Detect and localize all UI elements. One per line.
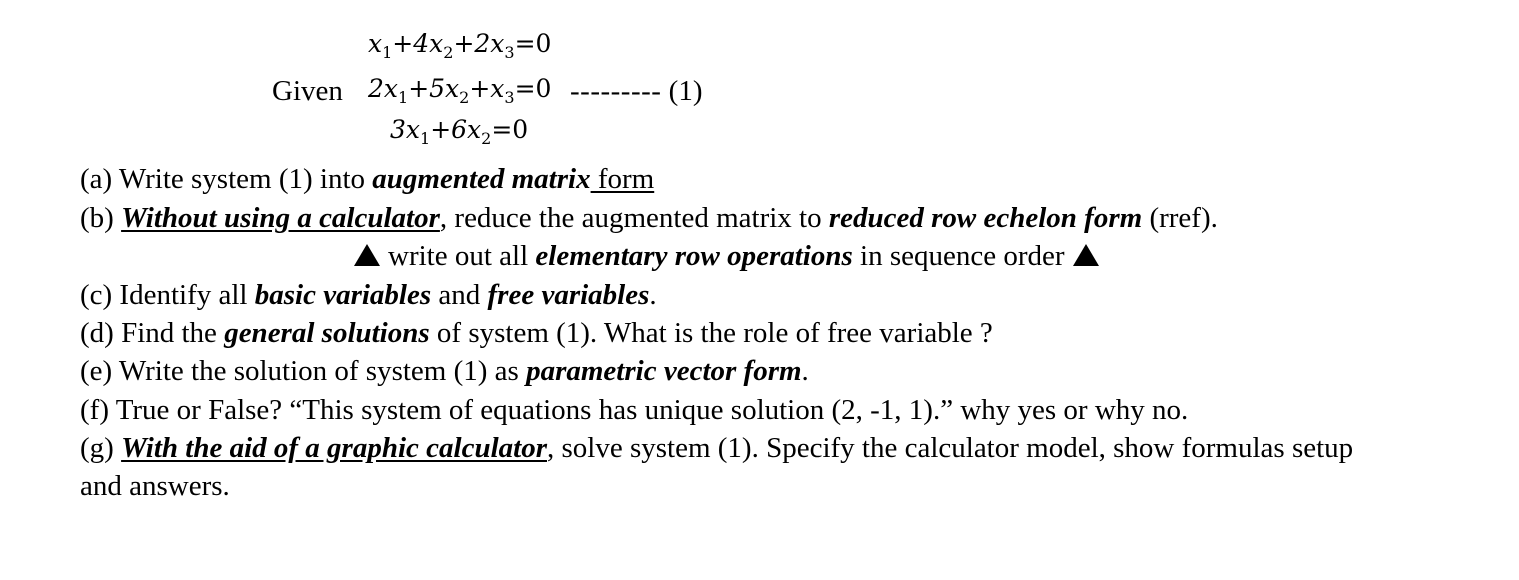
question-g <box>80 430 1353 466</box>
eq1-term1: x <box>368 29 383 58</box>
question-d <box>80 315 993 351</box>
question-a <box>80 161 654 197</box>
qb-text2: , reduce the augmented matrix to <box>439 202 829 234</box>
triangle-icon <box>354 244 380 266</box>
qc-emphasis2: free variables <box>487 279 650 311</box>
eq3-rhs: =0 <box>491 115 529 144</box>
qe-text2: . <box>801 355 809 387</box>
eq2-term3: +x <box>469 74 505 103</box>
eq3-term2: +6x <box>430 115 482 144</box>
qe-text1: (e) Write the solution of system (1) as <box>80 355 527 387</box>
qb-emphasis: reduced row echelon form <box>828 202 1143 234</box>
qb-text1: (b) <box>80 202 122 234</box>
eq1-sub3: 3 <box>504 43 515 62</box>
note-text2: in sequence order <box>852 240 1065 272</box>
question-e <box>80 353 809 389</box>
eq1-term2: +4x <box>392 29 444 58</box>
eq2-sub2: 2 <box>459 88 470 107</box>
question-f <box>80 392 1188 428</box>
qa-text2: form <box>590 163 655 195</box>
qg-emphasis-underlined: With the aid of a graphic calculator <box>121 432 547 464</box>
eq3-term1: 3x <box>390 115 421 144</box>
dash-leader: --------- <box>570 75 662 107</box>
given-label: Given <box>272 75 343 107</box>
row-operations-note <box>354 238 1099 274</box>
qc-text2: and <box>431 279 488 311</box>
qd-text2: of system (1). What is the role of free variable ? <box>429 317 993 349</box>
qc-text1: (c) Identify all <box>80 279 255 311</box>
question-b <box>80 200 1218 236</box>
eq3-sub1: 1 <box>420 129 431 148</box>
eq2-term2: +5x <box>408 74 460 103</box>
equation-3 <box>390 113 528 147</box>
triangle-icon <box>1073 244 1099 266</box>
eq2-sub3: 3 <box>504 88 515 107</box>
question-g-continued <box>80 468 230 504</box>
note-emphasis: elementary row operations <box>535 240 853 272</box>
qb-text3: (rref). <box>1142 202 1218 234</box>
qg-text2: , solve system (1). Specify the calculator model, show formulas setup <box>546 432 1354 464</box>
eq3-sub2: 2 <box>481 129 492 148</box>
eq1-sub1: 1 <box>382 43 393 62</box>
qc-emphasis1: basic variables <box>254 279 432 311</box>
qe-emphasis: parametric vector form <box>526 355 802 387</box>
eq1-sub2: 2 <box>443 43 454 62</box>
qa-text1: (a) Write system (1) into <box>80 163 373 195</box>
equation-1 <box>368 27 551 61</box>
question-c <box>80 277 657 313</box>
qa-emphasis: augmented matrix <box>372 163 591 195</box>
eq1-term3: +2x <box>453 29 505 58</box>
equation-2 <box>368 72 551 106</box>
system-number: (1) <box>668 75 703 107</box>
eq1-rhs: =0 <box>514 29 552 58</box>
qg-text3: and answers. <box>80 470 230 502</box>
qf-text1: (f) True or False? “This system of equations has unique solution (2, -1, 1).” why yes or why no. <box>80 394 1189 426</box>
eq2-rhs: =0 <box>514 74 552 103</box>
qd-emphasis: general solutions <box>224 317 430 349</box>
system-label <box>570 74 703 108</box>
eq2-term1: 2x <box>368 74 399 103</box>
qd-text1: (d) Find the <box>80 317 225 349</box>
qc-text3: . <box>649 279 657 311</box>
qb-emphasis-underlined: Without using a calculator <box>121 202 440 234</box>
qg-text1: (g) <box>80 432 122 464</box>
eq2-sub1: 1 <box>398 88 409 107</box>
note-text1: write out all <box>388 240 536 272</box>
